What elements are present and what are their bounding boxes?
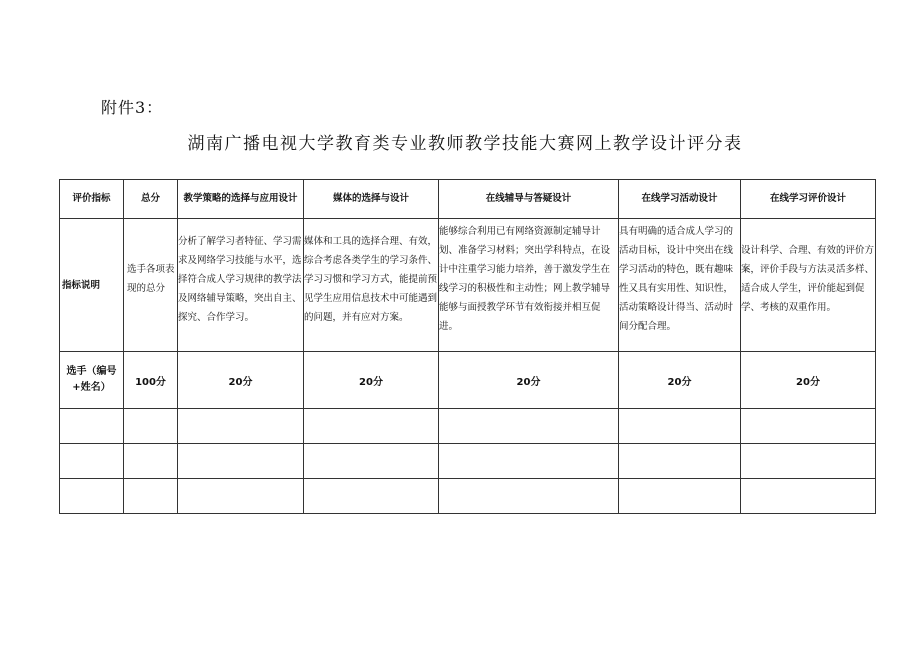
blank-cell[interactable] (178, 479, 304, 514)
blank-cell[interactable] (178, 409, 304, 444)
blank-cell[interactable] (619, 479, 741, 514)
header-cell-evaluation: 在线学习评价设计 (741, 180, 876, 219)
header-cell-strategy: 教学策略的选择与应用设计 (178, 180, 304, 219)
desc-cell-media (304, 219, 439, 352)
desc-text-activity: 具有明确的适合成人学习的活动目标，设计中突出在线学习活动的特色，既有趣味性又具有实用性、知识性，活动策略设计得当、活动时间分配合理。 (619, 226, 734, 332)
blank-cell[interactable] (124, 479, 178, 514)
blank-cell[interactable] (619, 409, 741, 444)
desc-text-evaluation: 设计科学、合理、有效的评价方案，评价手段与方法灵活多样、适合成人学生，评价能起到促学、考核的双重作用。 (741, 245, 875, 313)
desc-cell-strategy (178, 219, 304, 352)
desc-cell-total (124, 219, 178, 352)
blank-cell[interactable] (304, 409, 439, 444)
blank-cell[interactable] (124, 409, 178, 444)
desc-text-media: 媒体和工具的选择合理、有效，综合考虑各类学生的学习条件、学习习惯和学习方式，能提前预见学生应用信息技术中可能遇到的问题，并有应对方案。 (304, 235, 438, 323)
blank-cell[interactable] (304, 444, 439, 479)
table-row-blank (60, 479, 876, 514)
table-row-scores (60, 352, 876, 409)
table-row-description (60, 219, 876, 352)
row-label-description: 指标说明 (60, 219, 124, 352)
header-cell-indicator: 评价指标 (60, 180, 124, 219)
blank-cell[interactable] (60, 409, 124, 444)
score-cell-tutoring: 20分 (439, 352, 619, 409)
header-cell-total: 总分 (124, 180, 178, 219)
attachment-label: 附件3： (101, 98, 164, 117)
header-cell-activity: 在线学习活动设计 (619, 180, 741, 219)
blank-cell[interactable] (124, 444, 178, 479)
page-title: 湖南广播电视大学教育类专业教师教学技能大赛网上教学设计评分表 (187, 134, 743, 154)
blank-cell[interactable] (60, 444, 124, 479)
table-row-blank (60, 444, 876, 479)
desc-text-tutoring: 能够综合利用已有网络资源制定辅导计划、准备学习材料；突出学科特点，在设计中注重学习能力培养，善于激发学生在线学习的积极性和主动性；网上教学辅导能够与面授教学环节有效衔接并相互促进。 (439, 226, 611, 332)
score-cell-media: 20分 (304, 352, 439, 409)
desc-cell-activity (619, 219, 741, 352)
blank-cell[interactable] (178, 444, 304, 479)
blank-cell[interactable] (439, 479, 619, 514)
row-label-contestant: 选手（编号+姓名） (60, 352, 124, 409)
blank-cell[interactable] (741, 444, 876, 479)
header-cell-media: 媒体的选择与设计 (304, 180, 439, 219)
desc-text-total: 选手各项表现的总分 (127, 264, 175, 294)
scoring-table (59, 179, 876, 514)
blank-cell[interactable] (304, 479, 439, 514)
score-cell-evaluation: 20分 (741, 352, 876, 409)
desc-text-strategy: 分析了解学习者特征、学习需求及网络学习技能与水平，选择符合成人学习规律的教学法及网络辅导策略，突出自主、探究、合作学习。 (178, 235, 302, 323)
score-cell-total: 100分 (124, 352, 178, 409)
desc-cell-tutoring (439, 219, 619, 352)
table-row-blank (60, 409, 876, 444)
header-cell-tutoring: 在线辅导与答疑设计 (439, 180, 619, 219)
table-header-row (60, 180, 876, 219)
blank-cell[interactable] (741, 479, 876, 514)
blank-cell[interactable] (60, 479, 124, 514)
score-cell-strategy: 20分 (178, 352, 304, 409)
score-cell-activity: 20分 (619, 352, 741, 409)
desc-cell-evaluation (741, 219, 876, 352)
blank-cell[interactable] (439, 409, 619, 444)
blank-cell[interactable] (741, 409, 876, 444)
blank-cell[interactable] (619, 444, 741, 479)
blank-cell[interactable] (439, 444, 619, 479)
